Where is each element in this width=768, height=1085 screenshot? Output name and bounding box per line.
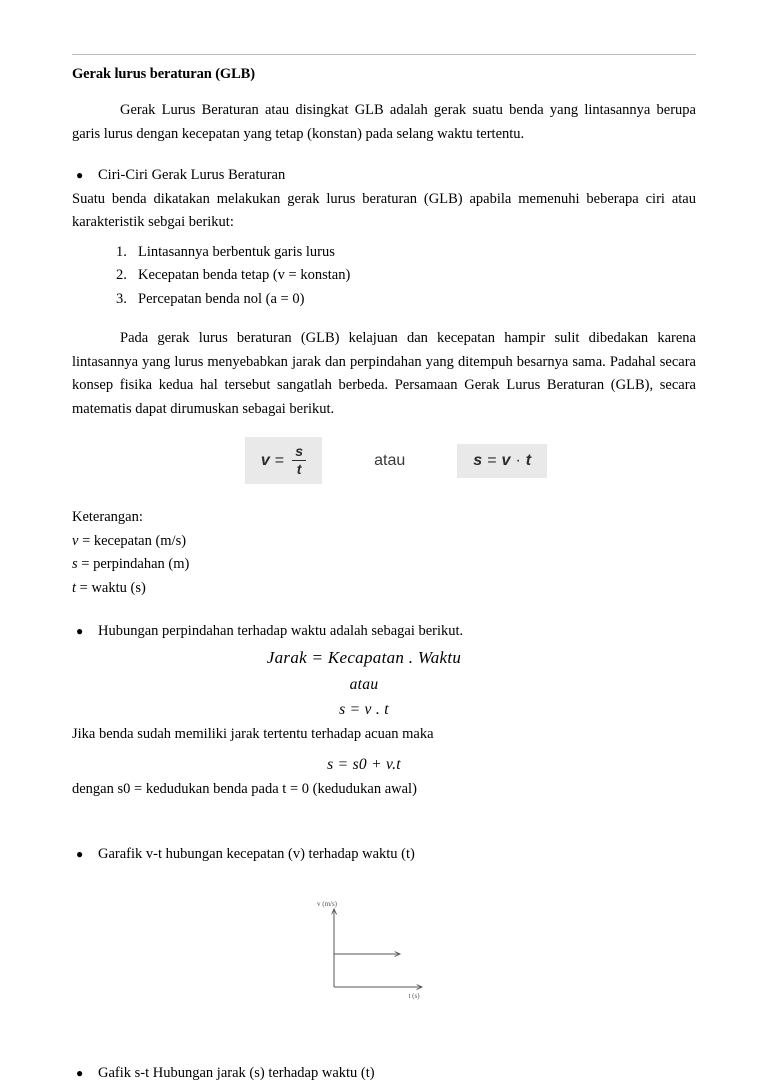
list-item — [72, 288, 696, 311]
bullet-ciri-ciri-label: Ciri-Ciri Gerak Lurus Beraturan — [98, 167, 286, 184]
formula-rhs-time: t — [525, 451, 532, 469]
bullet-grafik-vt — [72, 843, 696, 866]
formula-equals: = — [274, 451, 285, 469]
bullet-marker-icon: ● — [76, 847, 84, 862]
list-item-number: 2. — [116, 267, 127, 284]
keterangan-description: = perpindahan (m) — [77, 556, 190, 573]
keterangan-item-velocity — [72, 530, 696, 553]
spacer — [72, 498, 696, 506]
jika-paragraph: Jika benda sudah memiliki jarak tertentu terhadap acuan maka — [72, 725, 434, 742]
document-body — [72, 54, 696, 1085]
bullet-hubungan-label: Hubungan perpindahan terhadap waktu adalah sebagai berikut. — [98, 623, 464, 640]
spacer — [72, 867, 696, 895]
equation-s-equals-s0-plus-vt: s = s0 + v.t — [327, 756, 401, 774]
formula-velocity — [261, 444, 306, 477]
formula-box-velocity — [245, 437, 322, 484]
keterangan-item-displacement — [72, 553, 696, 576]
list-item-number: 3. — [116, 290, 127, 307]
formula-distance — [473, 452, 531, 470]
list-item — [72, 264, 696, 287]
formula-equals: = — [487, 451, 497, 469]
bullet-grafik-st — [72, 1062, 696, 1085]
vt-graph-svg — [304, 895, 454, 1010]
list-item — [72, 241, 696, 264]
y-axis-label: v (m/s) — [316, 899, 338, 908]
formula-multiply-dot: · — [515, 451, 521, 469]
bullet-grafik-st-label: Gafik s-t Hubungan jarak (s) terhadap waktu (t) — [98, 1064, 375, 1081]
formula-rhs-velocity: v — [501, 451, 511, 469]
keterangan-symbol: v — [72, 532, 79, 549]
bullet-grafik-vt-label: Garafik v-t hubungan kecepatan (v) terhadap waktu (t) — [98, 846, 415, 863]
formula-lhs: v — [260, 451, 270, 469]
formula-connector-atau: atau — [374, 451, 406, 469]
keterangan-description: = waktu (s) — [76, 579, 146, 596]
equation-s-equals-vt: s = v . t — [339, 701, 389, 719]
spacer — [72, 311, 696, 327]
bullet-marker-icon: ● — [76, 1065, 84, 1080]
persamaan-paragraph: Pada gerak lurus beraturan (GLB) kelajuan dan kecepatan hampir sulit dibedakan karena lintasannya yang lurus menyebabkan jarak dan perpindahan yang ditempuh besarnya sama. Padahal secara konsep fisika kedua hal tersebut sangatlah berbeda. Persamaan Gerak Lurus Beraturan (GLB), secara matematis dapat dirumuskan sebagai berikut. — [72, 330, 696, 417]
keterangan-description: = kecepatan (m/s) — [78, 532, 187, 549]
bullet-marker-icon: ● — [76, 624, 84, 639]
keterangan-heading: Keterangan: — [72, 509, 143, 526]
fraction-numerator: s — [295, 443, 304, 460]
equation-jarak: Jarak = Kecapatan . Waktu — [266, 647, 462, 667]
bullet-marker-icon: ● — [76, 168, 84, 183]
keterangan-item-time — [72, 577, 696, 600]
formula-box-distance — [457, 444, 547, 478]
dengan-paragraph: dengan s0 = kedudukan benda pada t = 0 (kedudukan awal) — [72, 780, 417, 797]
spacer — [72, 1046, 696, 1062]
list-item-label: Kecepatan benda tetap (v = konstan) — [138, 267, 351, 284]
fraction — [292, 444, 306, 477]
keterangan-symbol: s — [72, 556, 78, 573]
equation-connector-atau: atau — [349, 675, 379, 693]
formula-lhs: s — [473, 451, 483, 469]
spacer — [72, 152, 696, 164]
spacer — [72, 807, 696, 843]
keterangan-symbol: t — [72, 579, 77, 596]
ciri-intro-paragraph: Suatu benda dikatakan melakukan gerak lurus beraturan (GLB) apabila memenuhi beberapa ciri atau karakteristik sebgai berikut: — [72, 190, 696, 231]
header-divider — [72, 54, 696, 55]
page-title: Gerak lurus beraturan (GLB) — [72, 66, 255, 82]
fraction-denominator: t — [296, 461, 302, 478]
vt-graph-figure — [72, 895, 696, 1010]
intro-paragraph: Gerak Lurus Beraturan atau disingkat GLB adalah gerak suatu benda yang lintasannya berupa garis lurus dengan kecepatan yang tetap (konstan) pada selang waktu tertentu. — [72, 102, 696, 142]
spacer — [72, 1010, 696, 1046]
list-item-label: Lintasannya berbentuk garis lurus — [138, 243, 335, 260]
list-item-label: Percepatan benda nol (a = 0) — [138, 290, 305, 307]
formula-row — [72, 437, 696, 484]
x-axis-label: t (s) — [408, 991, 420, 1000]
ciri-list — [72, 241, 696, 311]
list-item-number: 1. — [116, 243, 127, 260]
spacer — [72, 600, 696, 620]
bullet-ciri-ciri — [72, 164, 696, 187]
bullet-hubungan — [72, 620, 696, 643]
